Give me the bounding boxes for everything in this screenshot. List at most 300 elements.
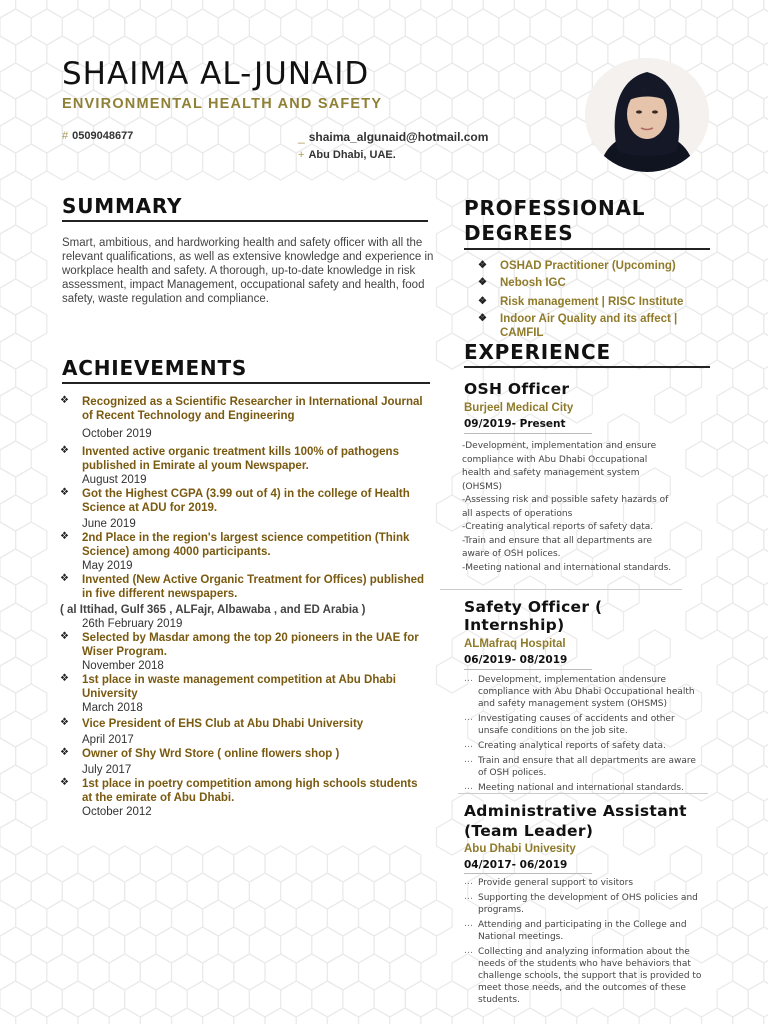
hexagon-shape xyxy=(733,1008,764,1024)
hexagon-shape xyxy=(343,927,374,963)
email-icon: _ xyxy=(298,130,305,144)
hexagon-shape xyxy=(281,873,312,909)
hexagon-shape xyxy=(639,0,670,18)
hexagon-shape xyxy=(764,144,768,180)
hexagon-shape xyxy=(281,9,312,45)
diamond-bullet-icon: ❖ xyxy=(60,573,69,584)
hexagon-shape xyxy=(374,63,405,99)
hexagon-shape xyxy=(748,549,768,585)
hexagon-shape xyxy=(748,117,768,153)
diamond-bullet-icon: ❖ xyxy=(60,445,69,456)
hexagon-shape xyxy=(109,954,140,990)
achievement-item xyxy=(60,673,430,715)
hexagon-shape xyxy=(764,198,768,234)
hexagon-shape xyxy=(764,90,768,126)
hexagon-shape xyxy=(94,927,125,963)
hexagon-shape xyxy=(218,927,249,963)
hexagon-shape xyxy=(717,765,748,801)
hexagon-shape xyxy=(670,1008,701,1024)
diamond-bullet-icon: ❖ xyxy=(60,747,69,758)
hexagon-shape xyxy=(717,171,748,207)
achievement-date: August 2019 xyxy=(82,474,147,486)
hexagon-shape xyxy=(624,9,655,45)
hexagon-shape xyxy=(47,900,78,936)
hexagon-shape xyxy=(717,225,748,261)
job-duties xyxy=(464,674,704,794)
hexagon-shape xyxy=(764,738,768,774)
hexagon-shape xyxy=(733,522,764,558)
hexagon-shape xyxy=(405,927,436,963)
hexagon-shape xyxy=(748,819,768,855)
job-title: Administrative Assistant (Team Leader) xyxy=(464,802,687,840)
hexagon-shape xyxy=(0,144,16,180)
hexagon-shape xyxy=(437,9,468,45)
hexagon-shape xyxy=(0,657,31,693)
location-text: Abu Dhabi, UAE. xyxy=(308,149,396,161)
hexagon-shape xyxy=(0,630,16,666)
hexagon-shape xyxy=(686,9,717,45)
duty-item: … Attending and participating in the College and National meetings. xyxy=(464,919,687,942)
hexagon-shape xyxy=(546,90,577,126)
diamond-bullet-icon: ❖ xyxy=(478,296,487,307)
hexagon-shape xyxy=(405,63,436,99)
hexagon-shape xyxy=(546,0,577,18)
duty-item: … Development, implementation andensure compliance with Abu Dhabi Occupational health and safety management system (OHSMS) xyxy=(464,674,695,709)
hexagon-shape xyxy=(249,9,280,45)
hexagon-shape xyxy=(234,144,265,180)
achievements-heading: ACHIEVEMENTS xyxy=(62,356,430,384)
bullet-icon: … xyxy=(464,782,473,792)
hexagon-shape xyxy=(702,576,733,612)
achievement-title: Owner of Shy Wrd Store ( online flowers shop ) xyxy=(82,748,340,760)
hexagon-shape xyxy=(218,873,249,909)
achievement-newspapers: ( al Ittihad, Gulf 365 , ALFajr, Albawaba , and ED Arabia ) xyxy=(60,604,366,616)
hexagon-shape xyxy=(717,117,748,153)
achievement-date: November 2018 xyxy=(82,660,164,672)
hexagon-shape xyxy=(234,1008,265,1024)
hexagon-shape xyxy=(405,981,436,1017)
degree-item: ❖ OSHAD Practitioner (Upcoming) xyxy=(478,260,676,272)
hexagon-shape xyxy=(499,9,530,45)
hexagon-shape xyxy=(16,900,47,936)
hexagon-shape xyxy=(109,1008,140,1024)
hexagon-shape xyxy=(296,954,327,990)
hexagon-shape xyxy=(717,387,748,423)
hexagon-shape xyxy=(203,954,234,990)
hexagon-shape xyxy=(733,360,764,396)
hexagon-shape xyxy=(312,9,343,45)
hexagon-shape xyxy=(0,873,31,909)
hexagon-shape xyxy=(0,36,16,72)
hexagon-shape xyxy=(702,0,733,18)
hexagon-shape xyxy=(16,144,47,180)
hexagon-shape xyxy=(0,576,16,612)
hexagon-shape xyxy=(312,873,343,909)
hexagon-shape xyxy=(16,414,47,450)
hexagon-shape xyxy=(452,90,483,126)
hexagon-shape xyxy=(561,9,592,45)
achievement-date: July 2017 xyxy=(82,764,132,776)
hexagon-shape xyxy=(16,36,47,72)
hexagon-shape xyxy=(764,792,768,828)
hexagon-shape xyxy=(0,522,16,558)
hexagon-shape xyxy=(717,495,748,531)
achievement-item xyxy=(60,395,430,441)
hexagon-shape xyxy=(0,387,31,423)
hexagon-shape xyxy=(359,0,390,18)
hexagon-shape xyxy=(452,36,483,72)
hexagon-shape xyxy=(733,684,764,720)
diamond-bullet-icon: ❖ xyxy=(60,777,69,788)
hexagon-shape xyxy=(0,171,31,207)
duty-item: … Provide general support to visitors xyxy=(464,877,634,888)
hexagon-shape xyxy=(733,792,764,828)
hexagon-shape xyxy=(16,252,47,288)
hexagon-shape xyxy=(16,684,47,720)
hexagon-shape xyxy=(390,36,421,72)
hexagon-shape xyxy=(265,846,296,882)
hexagon-shape xyxy=(62,927,93,963)
hexagon-shape xyxy=(0,0,16,18)
hexagon-shape xyxy=(0,360,16,396)
hexagon-shape xyxy=(47,144,78,180)
job-dates: 04/2017- 06/2019 xyxy=(464,859,592,874)
hexagon-shape xyxy=(499,117,530,153)
hexagon-shape xyxy=(16,468,47,504)
achievements-list xyxy=(60,395,430,819)
hexagon-shape xyxy=(499,63,530,99)
hexagon-shape xyxy=(78,1008,109,1024)
hexagon-shape xyxy=(452,144,483,180)
hexagon-shape xyxy=(218,981,249,1017)
hexagon-shape xyxy=(0,198,16,234)
duty-item: … Creating analytical reports of safety data. xyxy=(464,740,666,751)
hexagon-shape xyxy=(265,954,296,990)
hexagon-shape xyxy=(764,576,768,612)
hexagon-shape xyxy=(16,360,47,396)
hexagon-shape xyxy=(172,1008,203,1024)
hexagon-shape xyxy=(514,90,545,126)
hexagon-shape xyxy=(421,900,452,936)
hexagon-shape xyxy=(172,846,203,882)
degree-item: ❖ Nebosh IGC xyxy=(478,277,566,289)
hexagon-shape xyxy=(281,981,312,1017)
phone-number[interactable]: 0509048677 xyxy=(72,130,134,142)
hexagon-shape xyxy=(203,1008,234,1024)
hexagon-shape xyxy=(702,414,733,450)
hexagon-shape xyxy=(94,9,125,45)
diamond-bullet-icon: ❖ xyxy=(478,277,487,288)
hexagon-shape xyxy=(187,981,218,1017)
hexagon-shape xyxy=(748,279,768,315)
hexagon-shape xyxy=(421,144,452,180)
hexagon-shape xyxy=(156,873,187,909)
hexagon-shape xyxy=(281,927,312,963)
hexagon-shape xyxy=(483,144,514,180)
profile-photo xyxy=(585,58,709,172)
hexagon-shape xyxy=(343,981,374,1017)
hexagon-shape xyxy=(733,954,764,990)
hexagon-shape xyxy=(249,117,280,153)
hexagon-shape xyxy=(733,738,764,774)
hexagon-shape xyxy=(514,0,545,18)
hexagon-shape xyxy=(390,846,421,882)
hexagon-shape xyxy=(764,522,768,558)
hexagon-shape xyxy=(514,36,545,72)
hexagon-shape xyxy=(748,495,768,531)
section-divider xyxy=(458,793,708,794)
hexagon-shape xyxy=(748,765,768,801)
hexagon-shape xyxy=(0,90,16,126)
hexagon-shape xyxy=(748,9,768,45)
hexagon-shape xyxy=(764,360,768,396)
achievement-item xyxy=(60,445,430,487)
achievement-date: June 2019 xyxy=(82,518,136,530)
hexagon-shape xyxy=(452,1008,483,1024)
hexagon-shape xyxy=(78,954,109,990)
hexagon-shape xyxy=(733,468,764,504)
hexagon-shape xyxy=(156,9,187,45)
diamond-bullet-icon: ❖ xyxy=(60,717,69,728)
achievement-item xyxy=(60,573,430,631)
hexagon-shape xyxy=(0,495,31,531)
hexagon-shape xyxy=(717,603,748,639)
duty-item: … Meeting national and international standards. xyxy=(464,782,684,793)
hexagon-shape xyxy=(94,873,125,909)
hexagon-shape xyxy=(172,954,203,990)
hexagon-shape xyxy=(265,0,296,18)
hexagon-shape xyxy=(561,63,592,99)
hexagon-shape xyxy=(249,873,280,909)
hexagon-shape xyxy=(0,684,16,720)
hexagon-shape xyxy=(218,117,249,153)
hexagon-shape xyxy=(421,90,452,126)
hexagon-shape xyxy=(483,0,514,18)
hexagon-shape xyxy=(203,846,234,882)
diamond-bullet-icon: ❖ xyxy=(60,631,69,642)
hexagon-shape xyxy=(733,252,764,288)
hexagon-shape xyxy=(733,306,764,342)
hexagon-shape xyxy=(577,0,608,18)
hexagon-shape xyxy=(265,1008,296,1024)
diamond-bullet-icon: ❖ xyxy=(60,673,69,684)
hexagon-shape xyxy=(0,846,16,882)
hexagon-shape xyxy=(31,9,62,45)
email-address[interactable]: shaima_algunaid@hotmail.com xyxy=(308,130,489,144)
hexagon-shape xyxy=(343,9,374,45)
achievement-date: May 2019 xyxy=(82,560,133,572)
hexagon-shape xyxy=(733,630,764,666)
hexagon-shape xyxy=(296,846,327,882)
hexagon-shape xyxy=(717,657,748,693)
hexagon-shape xyxy=(359,846,390,882)
hexagon-shape xyxy=(172,144,203,180)
achievement-item xyxy=(60,531,430,573)
hexagon-shape xyxy=(748,603,768,639)
hexagon-shape xyxy=(62,873,93,909)
hexagon-shape xyxy=(764,630,768,666)
bullet-icon: … xyxy=(464,892,473,902)
hexagon-shape xyxy=(483,1008,514,1024)
hexagon-shape xyxy=(156,927,187,963)
hexagon-shape xyxy=(748,225,768,261)
hexagon-shape xyxy=(140,846,171,882)
hexagon-shape xyxy=(109,846,140,882)
diamond-bullet-icon: ❖ xyxy=(478,313,487,324)
hexagon-shape xyxy=(140,144,171,180)
achievement-title: 1st place in waste management competition at Abu Dhabi University xyxy=(82,674,396,700)
hexagon-shape xyxy=(390,900,421,936)
hexagon-shape xyxy=(0,792,16,828)
location-icon: + xyxy=(298,149,305,161)
achievement-item xyxy=(60,717,430,747)
achievement-date: 26th February 2019 xyxy=(82,618,183,630)
hexagon-shape xyxy=(374,927,405,963)
achievement-title: Got the Highest CGPA (3.99 out of 4) in the college of Health Science at ADU for 2019. xyxy=(82,488,410,514)
hexagon-shape xyxy=(717,549,748,585)
duty-item: … Train and ensure that all departments are aware of OSH polices. xyxy=(464,755,696,778)
hexagon-shape xyxy=(421,1008,452,1024)
hexagon-shape xyxy=(0,1008,16,1024)
phone-contact xyxy=(62,130,133,142)
hexagon-shape xyxy=(733,576,764,612)
bullet-icon: … xyxy=(464,674,473,684)
hexagon-shape xyxy=(327,954,358,990)
hexagon-shape xyxy=(78,144,109,180)
hexagon-shape xyxy=(0,414,16,450)
hexagon-shape xyxy=(748,981,768,1017)
hexagon-shape xyxy=(0,711,31,747)
hexagon-shape xyxy=(390,0,421,18)
job-title: Safety Officer ( Internship) xyxy=(464,598,603,634)
hexagon-shape xyxy=(62,981,93,1017)
hexagon-shape xyxy=(702,144,733,180)
hexagon-shape xyxy=(218,9,249,45)
hexagon-shape xyxy=(0,900,16,936)
hexagon-shape xyxy=(203,0,234,18)
experience-heading: EXPERIENCE xyxy=(464,340,710,368)
hexagon-shape xyxy=(764,954,768,990)
hexagon-shape xyxy=(748,63,768,99)
hexagon-shape xyxy=(249,981,280,1017)
hexagon-shape xyxy=(390,1008,421,1024)
hexagon-shape xyxy=(0,468,16,504)
degree-item: ❖ Risk management | RISC Institute xyxy=(478,296,684,308)
hexagon-shape xyxy=(16,90,47,126)
hexagon-shape xyxy=(748,387,768,423)
hexagon-shape xyxy=(296,1008,327,1024)
hexagon-shape xyxy=(327,846,358,882)
diamond-bullet-icon: ❖ xyxy=(60,531,69,542)
hexagon-shape xyxy=(546,1008,577,1024)
hexagon-shape xyxy=(0,225,31,261)
hexagon-shape xyxy=(265,900,296,936)
hexagon-shape xyxy=(312,981,343,1017)
hexagon-shape xyxy=(374,981,405,1017)
job-duties xyxy=(464,877,708,1006)
hexagon-shape xyxy=(0,954,16,990)
hexagon-shape xyxy=(234,954,265,990)
hexagon-shape xyxy=(327,900,358,936)
hexagon-shape xyxy=(530,9,561,45)
hexagon-shape xyxy=(374,9,405,45)
hexagon-shape xyxy=(717,981,748,1017)
hexagon-shape xyxy=(140,954,171,990)
hexagon-shape xyxy=(748,171,768,207)
achievement-date: March 2018 xyxy=(82,702,143,714)
hexagon-shape xyxy=(327,0,358,18)
hexagon-shape xyxy=(249,927,280,963)
hexagon-shape xyxy=(31,981,62,1017)
hexagon-shape xyxy=(748,927,768,963)
hexagon-shape xyxy=(0,765,31,801)
hexagon-shape xyxy=(187,117,218,153)
hexagon-shape xyxy=(78,900,109,936)
hexagon-shape xyxy=(327,1008,358,1024)
hexagon-shape xyxy=(764,468,768,504)
hexagon-shape xyxy=(343,873,374,909)
candidate-role: ENVIRONMENTAL HEALTH AND SAFETY xyxy=(62,96,383,112)
achievement-title: Invented (New Active Organic Treatment for Offices) published in five different newspapers. xyxy=(82,574,425,600)
job-entry xyxy=(464,801,708,1009)
achievement-item xyxy=(60,747,430,777)
hexagon-shape xyxy=(748,711,768,747)
location-contact xyxy=(298,149,396,161)
hexagon-shape xyxy=(16,576,47,612)
hexagon-shape xyxy=(187,873,218,909)
hexagon-shape xyxy=(483,36,514,72)
hexagon-shape xyxy=(421,36,452,72)
hexagon-shape xyxy=(390,954,421,990)
hexagon-shape xyxy=(764,900,768,936)
hexagon-shape xyxy=(16,792,47,828)
hexagon-shape xyxy=(733,36,764,72)
hexagon-shape xyxy=(546,36,577,72)
hexagon-shape xyxy=(0,819,31,855)
hexagon-shape xyxy=(140,900,171,936)
hexagon-shape xyxy=(717,279,748,315)
hexagon-shape xyxy=(655,9,686,45)
hexagon-shape xyxy=(733,414,764,450)
achievement-date: October 2019 xyxy=(82,428,152,440)
bullet-icon: … xyxy=(464,877,473,887)
hexagon-shape xyxy=(0,738,16,774)
hexagon-shape xyxy=(172,900,203,936)
job-entry xyxy=(464,598,704,797)
hexagon-shape xyxy=(764,252,768,288)
hexagon-shape xyxy=(748,333,768,369)
hexagon-shape xyxy=(717,873,748,909)
achievement-item xyxy=(60,487,430,531)
hexagon-shape xyxy=(717,333,748,369)
diamond-bullet-icon: ❖ xyxy=(60,395,69,406)
hexagon-shape xyxy=(16,0,47,18)
hexagon-shape xyxy=(702,1008,733,1024)
hexagon-shape xyxy=(94,981,125,1017)
hexagon-shape xyxy=(16,846,47,882)
hexagon-shape xyxy=(717,927,748,963)
hexagon-shape xyxy=(733,846,764,882)
achievement-title: Invented active organic treatment kills 100% of pathogens published in Emirate al youm Newspaper. xyxy=(82,446,399,472)
hexagon-shape xyxy=(234,900,265,936)
hexagon-shape xyxy=(203,900,234,936)
hexagon-shape xyxy=(748,873,768,909)
hexagon-shape xyxy=(717,441,748,477)
hexagon-shape xyxy=(125,927,156,963)
achievement-title: Vice President of EHS Club at Abu Dhabi University xyxy=(82,718,364,730)
hexagon-shape xyxy=(733,90,764,126)
hexagon-shape xyxy=(16,954,47,990)
